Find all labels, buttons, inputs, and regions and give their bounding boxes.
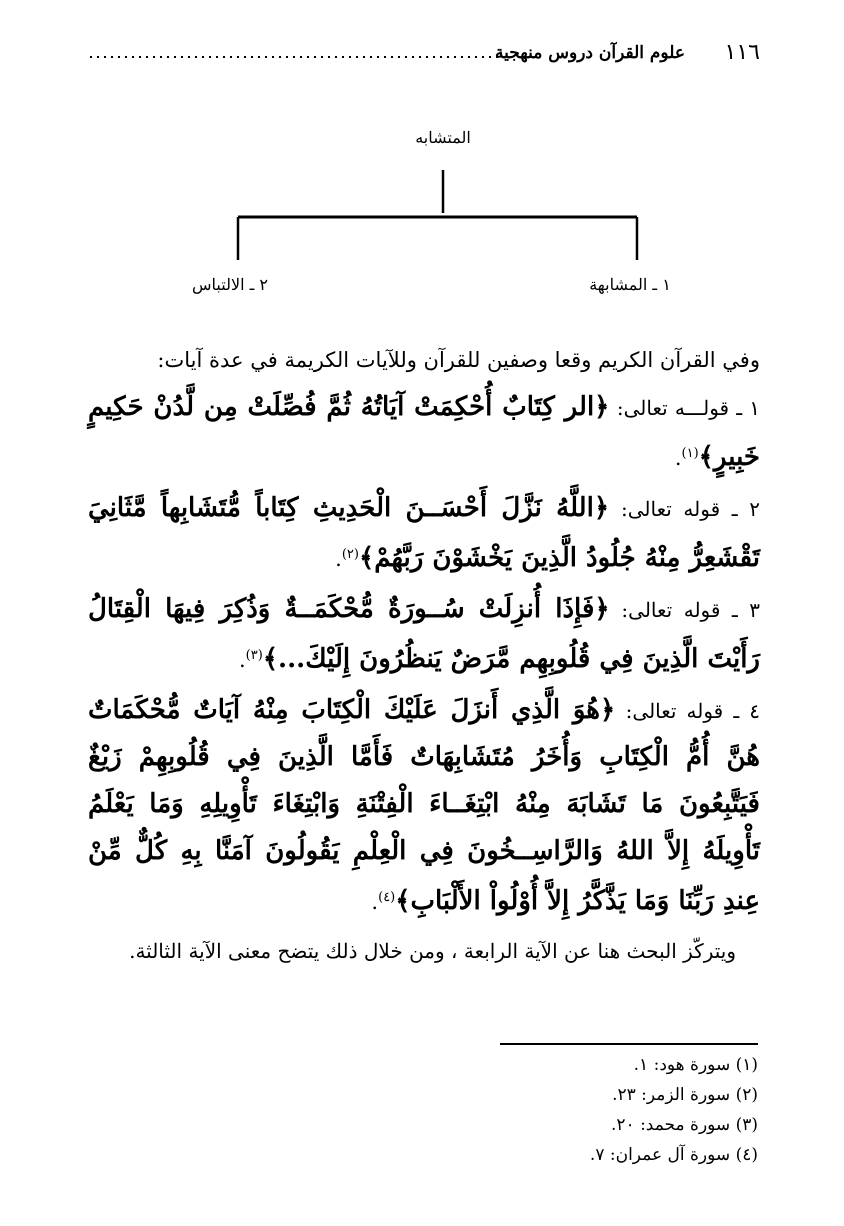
footnote-3: (٣) سورة محمد: ٢٠.	[611, 1115, 758, 1135]
verse-text: ﴿اللَّهُ نَزَّلَ أَحْسَــنَ الْحَدِيثِ كِتَاباً مُّتَشَابِهاً مَّثَانِيَ تَقْشَعِرُّ مِنْهُ جُلُودُ الَّذِينَ يَخْشَوْنَ رَبَّهُمْ﴾	[88, 493, 760, 573]
footnotes	[460, 1050, 758, 1170]
verse-label: ٢ ـ قوله تعالى:	[621, 497, 760, 521]
footnote-1: (١) سورة هود: ١.	[633, 1055, 758, 1075]
verse-item-1	[88, 384, 760, 481]
verse-end: .	[335, 547, 342, 571]
footnote-ref: (١)	[681, 446, 699, 461]
footnote-ref: (٤)	[378, 890, 396, 905]
verse-label: ١ ـ قولـــه تعالى:	[616, 396, 760, 420]
closing-paragraph: ويتركّز البحث هنا عن الآية الرابعة ، ومن خلال ذلك يتضح معنى الآية الثالثة.	[129, 939, 736, 963]
verse-end: .	[674, 446, 682, 470]
verse-text: ﴿فَإِذَا أُنزِلَتْ سُــورَةٌ مُّحْكَمَــةٌ وَذُكِرَ فِيهَا الْقِتَالُ رَأَيْتَ الَّذِينَ فِي قُلُوبِهِم مَّرَضٌ يَنظُرُونَ إِلَيْكَ...﴾	[88, 594, 760, 674]
diagram-left-label: ٢ ـ الالتباس	[192, 275, 268, 294]
page-header	[90, 40, 760, 70]
tree-diagram	[170, 125, 680, 305]
running-title: علوم القرآن دروس منهجية	[495, 43, 685, 63]
diagram-right-label: ١ ـ المشابهة	[589, 275, 671, 294]
diagram-root-label: المتشابه	[415, 128, 471, 147]
page-number: ١١٦	[724, 40, 760, 65]
verse-end: .	[238, 648, 246, 672]
verse-item-2	[88, 485, 760, 582]
footnote-ref: (٢)	[341, 547, 359, 562]
footnote-2: (٢) سورة الزمر: ٢٣.	[612, 1085, 758, 1105]
verse-end: .	[371, 890, 379, 914]
verse-text: ﴿هُوَ الَّذِي أَنزَلَ عَلَيْكَ الْكِتَابَ مِنْهُ آيَاتٌ مُّحْكَمَاتٌ هُنَّ أُمُّ الْكِتَابِ وَأُخَرُ مُتَشَابِهَاتٌ فَأَمَّا الَّذِينَ فِي قُلُوبِهِمْ زَيْغٌ فَيَتَّبِعُونَ مَا تَشَابَهَ مِنْهُ ابْتِغَــاءَ الْفِتْنَةِ وَابْتِغَاءَ تَأْوِيلِهِ وَمَا يَعْلَمُ تَأْوِيلَهُ إِلاَّ اللهُ وَالرَّاسِــخُونَ فِي الْعِلْمِ يَقُولُونَ آمَنَّا بِهِ كُلٌّ مِّنْ عِندِ رَبِّنَا وَمَا يَذَّكَّرُ إِلاَّ أُوْلُواْ الأَلْبَابِ﴾	[88, 695, 760, 916]
verse-label: ٤ ـ قوله تعالى:	[625, 699, 760, 723]
intro-paragraph: وفي القرآن الكريم وقعا وصفين للقرآن وللآيات الكريمة في عدة آيات:	[157, 348, 760, 372]
footnote-ref: (٣)	[245, 648, 263, 663]
header-dotted-leader	[90, 40, 500, 64]
footnote-separator	[500, 1043, 758, 1045]
main-text	[88, 340, 760, 993]
verse-label: ٣ ـ قوله تعالى:	[621, 598, 760, 622]
verse-text: ﴿الر كِتَابٌ أُحْكِمَتْ آيَاتُهُ ثُمَّ فُصِّلَتْ مِن لَّدُنْ حَكِيمٍ خَبِيرٍ﴾	[88, 392, 760, 472]
verse-item-3	[88, 586, 760, 683]
footnote-4: (٤) سورة آل عمران: ٧.	[589, 1145, 758, 1165]
verse-item-4	[88, 687, 760, 925]
